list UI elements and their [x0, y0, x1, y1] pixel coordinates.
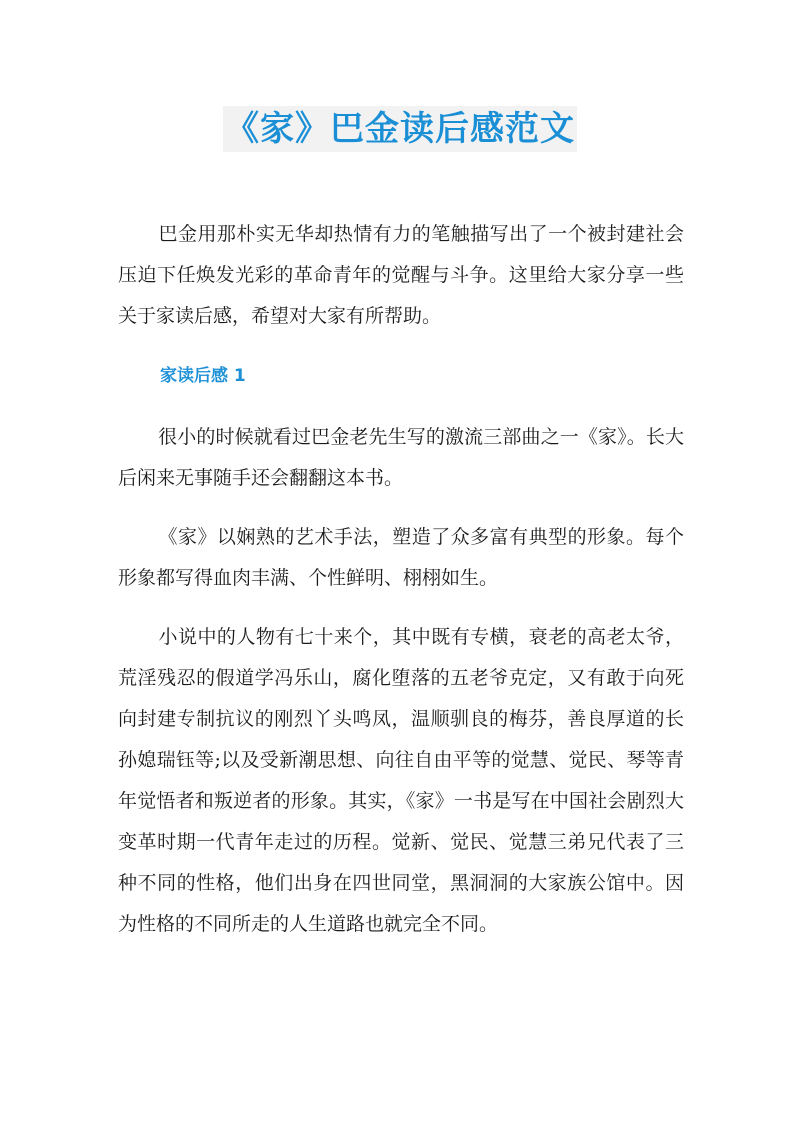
paragraph-text: 很小的时候就看过巴金老先生写的激流三部曲之一《家》。长大后闲来无事随手还会翻翻这本书。 — [118, 426, 684, 489]
intro-text: 巴金用那朴实无华却热情有力的笔触描写出了一个被封建社会压迫下任焕发光彩的革命青年的觉醒与斗争。这里给大家分享一些关于家读后感，希望对大家有所帮助。 — [118, 223, 684, 327]
body-paragraph — [118, 417, 684, 499]
section-heading: 家读后感 1 — [160, 366, 246, 386]
paragraph-text: 《家》以娴熟的艺术手法，塑造了众多富有典型的形象。每个形象都写得血肉丰满、个性鲜明、栩栩如生。 — [118, 526, 684, 589]
intro-paragraph — [118, 214, 684, 337]
title-container — [0, 106, 800, 152]
body-paragraph — [118, 517, 684, 599]
paragraph-text: 小说中的人物有七十来个，其中既有专横，衰老的高老太爷，荒淫残忍的假道学冯乐山，腐化堕落的五老爷克定，又有敢于向死向封建专制抗议的刚烈丫头鸣凤，温顺驯良的梅芬，善良厚道的长孙媳瑞钰等;以及受新潮思想、向往自由平等的觉慧、觉民、琴等青年觉悟者和叛逆者的形象。其实，《家》一书是写在中国社会剧烈大变革时期一代青年走过的历程。觉新、觉民、觉慧三弟兄代表了三种不同的性格，他们出身在四世同堂，黑洞洞的大家族公馆中。因为性格的不同所走的人生道路也就完全不同。 — [118, 626, 684, 935]
page-title: 《家》巴金读后感范文 — [223, 106, 577, 152]
body-paragraph — [118, 617, 684, 945]
